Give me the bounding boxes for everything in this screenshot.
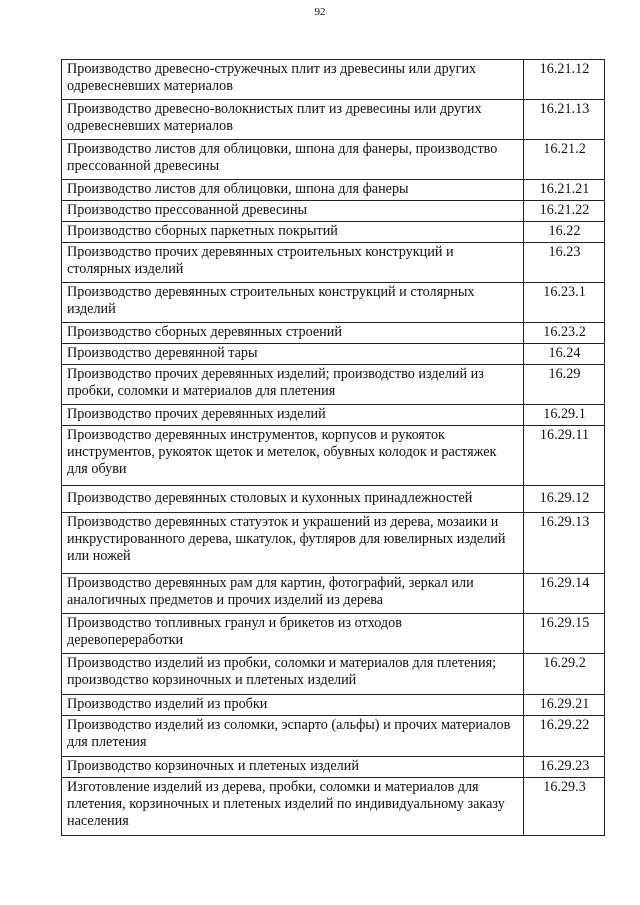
activity-name-cell: Производство листов для облицовки, шпона для фанеры, производство прессованной древесины bbox=[62, 140, 524, 180]
activity-code-cell: 16.29.14 bbox=[524, 574, 605, 614]
activity-name-cell: Производство изделий из пробки, соломки и материалов для плетения; производство корзиночных и плетеных изделий bbox=[62, 654, 524, 695]
activity-code-cell: 16.23.2 bbox=[524, 323, 605, 344]
activity-code-cell: 16.29.2 bbox=[524, 654, 605, 695]
activity-name-cell: Производство прочих деревянных изделий; производство изделий из пробки, соломки и материалов для плетения bbox=[62, 365, 524, 405]
activity-name-cell: Производство деревянных строительных конструкций и столярных изделий bbox=[62, 283, 524, 323]
activity-code-cell: 16.23 bbox=[524, 243, 605, 283]
table-row bbox=[62, 757, 605, 778]
table-row bbox=[62, 695, 605, 716]
activity-name-cell: Производство корзиночных и плетеных изделий bbox=[62, 757, 524, 778]
activity-code-cell: 16.21.22 bbox=[524, 201, 605, 222]
activity-codes-table bbox=[61, 59, 605, 836]
activity-name-cell: Производство изделий из пробки bbox=[62, 695, 524, 716]
activity-code-cell: 16.29.12 bbox=[524, 486, 605, 513]
activity-name-cell: Производство изделий из соломки, эспарто (альфы) и прочих материалов для плетения bbox=[62, 716, 524, 757]
table-row bbox=[62, 614, 605, 654]
activity-name-cell: Производство деревянных рам для картин, фотографий, зеркал или аналогичных предметов и прочих изделий из дерева bbox=[62, 574, 524, 614]
activity-name-cell: Производство древесно-стружечных плит из древесины или других одревесневших материалов bbox=[62, 60, 524, 100]
table-row bbox=[62, 243, 605, 283]
table-row bbox=[62, 778, 605, 836]
table-row bbox=[62, 513, 605, 574]
table-row bbox=[62, 222, 605, 243]
activity-code-cell: 16.21.12 bbox=[524, 60, 605, 100]
activity-name-cell: Производство деревянных столовых и кухонных принадлежностей bbox=[62, 486, 524, 513]
activity-name-cell: Производство древесно-волокнистых плит из древесины или других одревесневших материалов bbox=[62, 100, 524, 140]
activity-code-cell: 16.29 bbox=[524, 365, 605, 405]
activity-name-cell: Производство деревянной тары bbox=[62, 344, 524, 365]
activity-name-cell: Производство деревянных статуэток и украшений из дерева, мозаики и инкрустированного дерева, шкатулок, футляров для ювелирных изделий или ножей bbox=[62, 513, 524, 574]
activity-name-cell: Производство сборных деревянных строений bbox=[62, 323, 524, 344]
activity-name-cell: Производство сборных паркетных покрытий bbox=[62, 222, 524, 243]
table-row bbox=[62, 654, 605, 695]
page-number: 92 bbox=[314, 6, 326, 18]
activity-code-cell: 16.29.11 bbox=[524, 426, 605, 486]
table-row bbox=[62, 426, 605, 486]
activity-name-cell: Производство прочих деревянных изделий bbox=[62, 405, 524, 426]
table-row bbox=[62, 100, 605, 140]
table-row bbox=[62, 201, 605, 222]
activity-code-cell: 16.29.3 bbox=[524, 778, 605, 836]
activity-code-cell: 16.29.1 bbox=[524, 405, 605, 426]
activity-code-cell: 16.29.13 bbox=[524, 513, 605, 574]
table-row bbox=[62, 574, 605, 614]
activity-name-cell: Изготовление изделий из дерева, пробки, соломки и материалов для плетения, корзиночных и плетеных изделий по индивидуальному заказу населения bbox=[62, 778, 524, 836]
activity-name-cell: Производство деревянных инструментов, корпусов и рукояток инструментов, рукояток щеток и метелок, обувных колодок и растяжек для обуви bbox=[62, 426, 524, 486]
table-row bbox=[62, 180, 605, 201]
table-row bbox=[62, 716, 605, 757]
activity-code-cell: 16.22 bbox=[524, 222, 605, 243]
activity-code-cell: 16.21.21 bbox=[524, 180, 605, 201]
table-row bbox=[62, 323, 605, 344]
table-row bbox=[62, 344, 605, 365]
activity-code-cell: 16.21.2 bbox=[524, 140, 605, 180]
activity-code-cell: 16.29.23 bbox=[524, 757, 605, 778]
activity-name-cell: Производство топливных гранул и брикетов из отходов деревопереработки bbox=[62, 614, 524, 654]
activity-code-cell: 16.24 bbox=[524, 344, 605, 365]
activity-code-cell: 16.23.1 bbox=[524, 283, 605, 323]
activity-name-cell: Производство прочих деревянных строительных конструкций и столярных изделий bbox=[62, 243, 524, 283]
table-row bbox=[62, 365, 605, 405]
activity-code-cell: 16.29.15 bbox=[524, 614, 605, 654]
table-row bbox=[62, 486, 605, 513]
table-row bbox=[62, 140, 605, 180]
activity-name-cell: Производство листов для облицовки, шпона для фанеры bbox=[62, 180, 524, 201]
activity-code-cell: 16.29.22 bbox=[524, 716, 605, 757]
activity-code-cell: 16.29.21 bbox=[524, 695, 605, 716]
table-body bbox=[62, 60, 605, 836]
table-row bbox=[62, 405, 605, 426]
table-row bbox=[62, 60, 605, 100]
table-row bbox=[62, 283, 605, 323]
activity-name-cell: Производство прессованной древесины bbox=[62, 201, 524, 222]
activity-code-cell: 16.21.13 bbox=[524, 100, 605, 140]
